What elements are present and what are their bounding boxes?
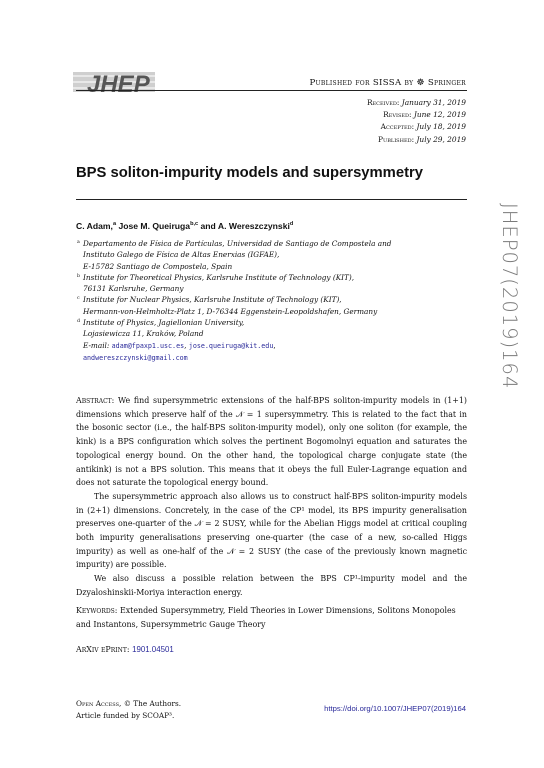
arxiv-eprint: ArXiv ePrint: 1901.04501 [76, 645, 174, 654]
affiliation-a: a Departamento de Física de Partículas, Universidad de Santiago de Compostela and Instituto Galego de Física de Altas Enerxias (IGFAE), E-15782 Santiago de Compostela, Spain [77, 239, 392, 271]
affiliation-b: b Institute for Theoretical Physics, Karlsruhe Institute of Technology (KIT), 76131 Karlsruhe, Germany [77, 272, 355, 294]
jhep-logo [73, 67, 155, 99]
abstract-label: Abstract: [76, 396, 115, 405]
published-for-line: Published for SISSA by ☸ Springer [309, 78, 466, 88]
email-link-wereszczynski[interactable]: andwereszczynski@gmail.com [83, 353, 188, 362]
springer-logo-icon: ☸ [416, 78, 425, 88]
title-rule [76, 199, 467, 200]
abstract: Abstract: We find supersymmetric extensions of the half-BPS soliton-impurity models in (1+1) dimensions which preserve half of the 𝒩 = 1 supersymmetry. This is related to the fact that in the bosonic sector (i.e., the half-BPS soliton-impurity model), only one soliton (for example, the kink) is a BPS configuration which solves the pertinent Bogomolnyi equation and saturates the topological energy bound. On the other hand, the topological charge conjugate state (the antikink) is not a BPS solution. This means that it obeys the full Euler-Lagrange equation and does not saturate the topological energy bound. The supersymmetric approach also allows us to construct half-BPS soliton-impurity models in (2+1) dimensions. Concretely, in the case of the CP¹ model, its BPS impurity generalisation preserves one-quarter of the 𝒩 = 2 SUSY, while for the Abelian Higgs model at critical coupling both impurity generalisations preserving one-quarter (the case of a new, so-called Higgs impurity) as well as one-half of the 𝒩 = 2 SUSY (the case of the previously known magnetic impurity) are possible. We also discuss a possible relation between the BPS CP¹-impurity model and the Dzyaloshinskii-Moriya interaction energy. [76, 396, 467, 597]
keywords: Keywords: Extended Supersymmetry, Field Theories in Lower Dimensions, Solitons Monopoles and Instantons, Supersymmetric Gauge Theory [76, 606, 456, 629]
paper-title: BPS soliton-impurity models and supersymmetry [76, 165, 423, 181]
publication-dates: Received: January 31, 2019 Revised: June 12, 2019 Accepted: July 18, 2019 Published: July 29, 2019 [366, 98, 466, 144]
email-link-queiruga[interactable]: jose.queiruga@kit.edu [188, 341, 274, 350]
arxiv-link[interactable]: 1901.04501 [132, 645, 174, 654]
affiliation-d: d Institute of Physics, Jagiellonian University, Lojasiewicza 11, Kraków, Poland [77, 318, 245, 339]
sidebar-journal-ref: JHEP07(2019)164 [498, 203, 521, 390]
affiliation-c: c Institute for Nuclear Physics, Karlsruhe Institute of Technology (KIT), Hermann-von-Helmholtz-Platz 1, D-76344 Eggenstein-Leopoldshafen, Germany [77, 295, 378, 316]
doi-link[interactable]: https://doi.org/10.1007/JHEP07(2019)164 [324, 704, 466, 713]
header-rule [76, 90, 467, 91]
open-access-notice: Open Access, © The Authors. Article funded by SCOAP³. [76, 699, 182, 720]
affiliations [77, 238, 472, 364]
svg-text:JHEP: JHEP [87, 71, 150, 98]
email-block: E-mail: adam@fpaxp1.usc.es, jose.queiruga@kit.edu, andwereszczynski@gmail.com [83, 340, 276, 362]
email-link-adam[interactable]: adam@fpaxp1.usc.es [111, 341, 185, 350]
author-list: C. Adam,$^a$ Jose M. Queiruga$^{b,c}$ and A. Wereszczynski$^d$ [76, 221, 294, 231]
